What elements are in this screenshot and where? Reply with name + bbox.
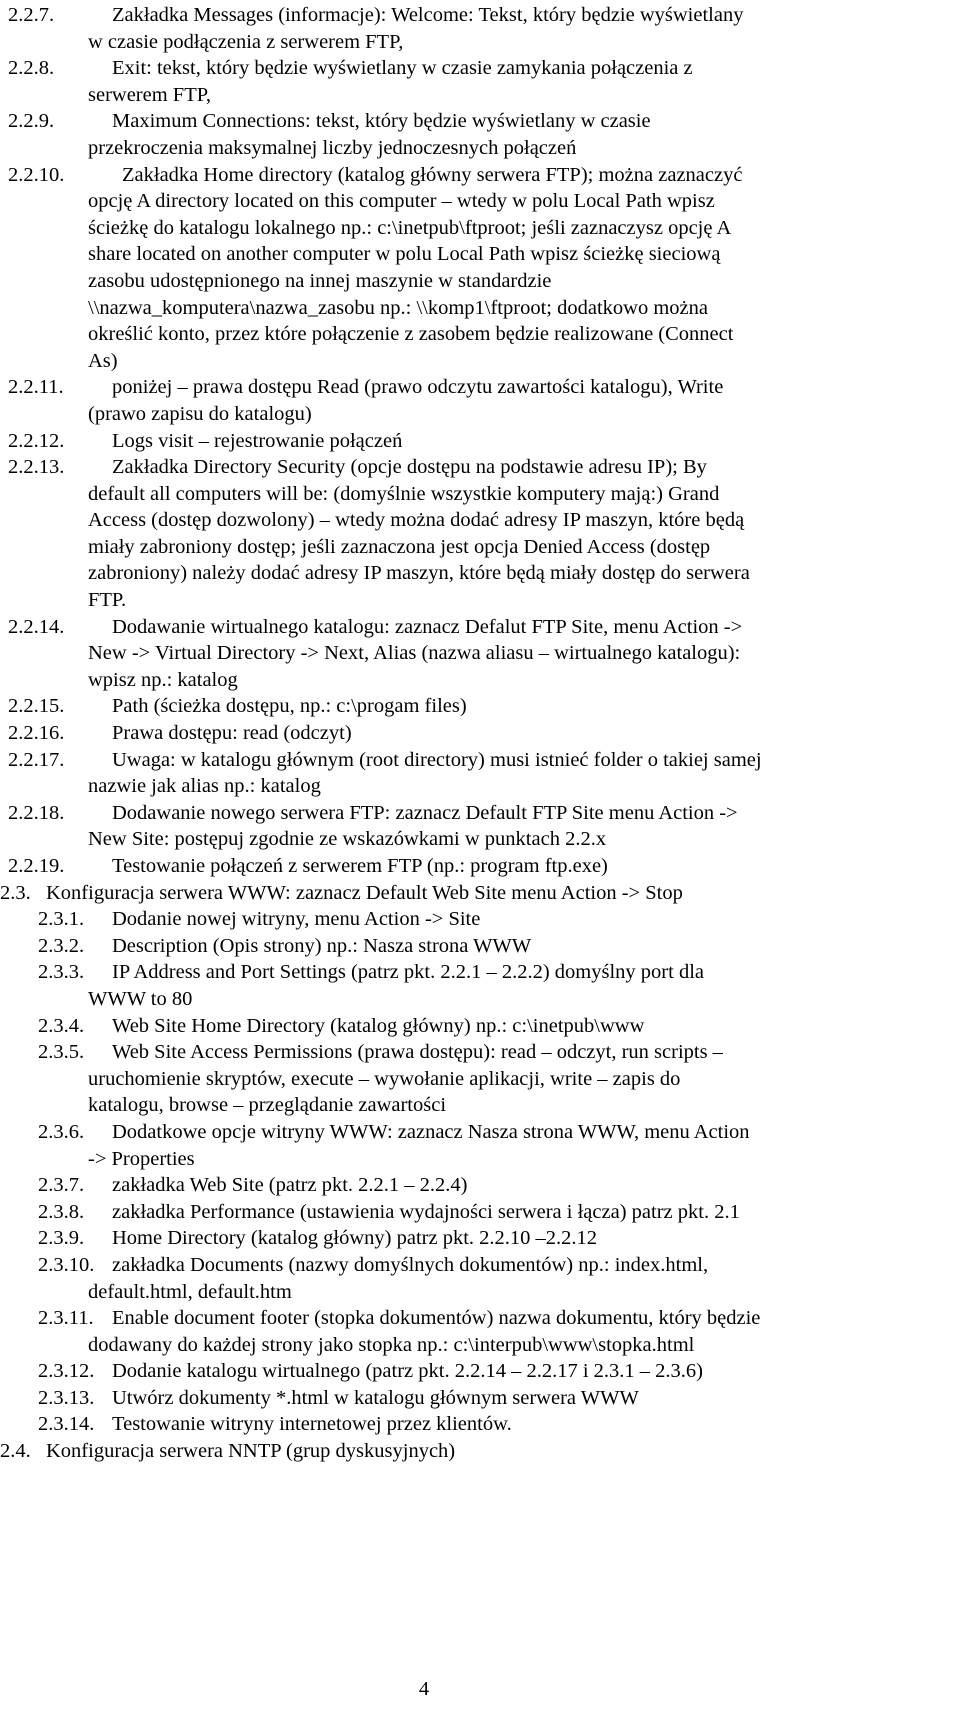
line-text: zakładka Documents (nazwy domyślnych dokumentów) np.: index.html,	[112, 1253, 709, 1276]
section-number: 2.2.14.	[8, 615, 65, 638]
text-line	[0, 1305, 960, 1332]
text-line	[0, 747, 960, 774]
text-line	[0, 880, 960, 907]
line-text: Web Site Home Directory (katalog główny) np.: c:\inetpub\www	[112, 1014, 645, 1037]
text-line	[0, 1172, 960, 1199]
text-line	[0, 55, 960, 82]
text-line	[0, 162, 960, 189]
line-text: katalogu, browse – przeglądanie zawartości	[88, 1094, 447, 1117]
text-line	[0, 1438, 960, 1465]
text-line	[0, 1252, 960, 1279]
line-text: przekroczenia maksymalnej liczby jednoczesnych połączeń	[88, 136, 577, 159]
section-number: 2.2.11.	[8, 376, 64, 399]
text-line	[0, 1119, 960, 1146]
line-text: opcję A directory located on this computer – wtedy w polu Local Path wpisz	[88, 190, 715, 213]
text-line	[0, 507, 960, 534]
line-text: (prawo zapisu do katalogu)	[88, 402, 312, 425]
line-text: serwerem FTP,	[88, 83, 211, 106]
line-text: Konfiguracja serwera NNTP (grup dyskusyjnych)	[46, 1440, 456, 1463]
line-text: Konfiguracja serwera WWW: zaznacz Default Web Site menu Action -> Stop	[46, 881, 683, 904]
line-text: zakładka Performance (ustawienia wydajności serwera i łącza) patrz pkt. 2.1	[112, 1200, 740, 1223]
text-line	[0, 800, 960, 827]
text-line	[0, 295, 960, 322]
section-number: 2.3.12.	[38, 1360, 95, 1383]
line-text: Dodanie katalogu wirtualnego (patrz pkt. 2.2.14 – 2.2.17 i 2.3.1 – 2.3.6)	[112, 1360, 703, 1383]
section-number: 2.3.3.	[38, 961, 85, 984]
text-line	[0, 321, 960, 348]
line-text: Maximum Connections: tekst, który będzie wyświetlany w czasie	[112, 110, 651, 133]
text-line	[0, 720, 960, 747]
line-text: Zakładka Home directory (katalog główny serwera FTP); można zaznaczyć	[122, 163, 743, 186]
text-line	[0, 933, 960, 960]
line-text: Web Site Access Permissions (prawa dostępu): read – odczyt, run scripts –	[112, 1041, 723, 1064]
text-line	[0, 534, 960, 561]
text-line	[0, 108, 960, 135]
text-line	[0, 428, 960, 455]
section-number: 2.3.2.	[38, 934, 85, 957]
section-number: 2.2.15.	[8, 695, 65, 718]
line-text: Zakładka Directory Security (opcje dostępu na podstawie adresu IP); By	[112, 456, 707, 479]
text-line	[0, 773, 960, 800]
line-text: Zakładka Messages (informacje): Welcome: Tekst, który będzie wyświetlany	[112, 4, 744, 26]
line-text: Enable document footer (stopka dokumentów) nazwa dokumentu, który będzie	[112, 1307, 761, 1330]
line-text: Utwórz dokumenty *.html w katalogu głównym serwera WWW	[112, 1386, 639, 1409]
text-line	[0, 853, 960, 880]
line-text: New Site: postępuj zgodnie ze wskazówkami w punktach 2.2.x	[88, 828, 607, 851]
text-line	[0, 1146, 960, 1173]
section-number: 2.3.10.	[38, 1253, 95, 1276]
line-text: Testowanie połączeń z serwerem FTP (np.: program ftp.exe)	[112, 855, 608, 877]
text-line	[0, 826, 960, 853]
section-number: 2.3.11.	[38, 1307, 94, 1330]
text-line	[0, 667, 960, 694]
section-number: 2.2.8.	[8, 57, 55, 80]
section-number: 2.4.	[0, 1440, 31, 1463]
section-number: 2.2.18.	[8, 801, 65, 824]
text-line	[0, 268, 960, 295]
line-text: poniżej – prawa dostępu Read (prawo odczytu zawartości katalogu), Write	[112, 376, 724, 399]
text-line	[0, 348, 960, 375]
text-line	[0, 1225, 960, 1252]
page-number: 4	[418, 1678, 430, 1700]
line-text: Prawa dostępu: read (odczyt)	[112, 722, 352, 745]
section-number: 2.3.7.	[38, 1174, 85, 1197]
line-text: dodawany do każdej strony jako stopka np.: c:\interpub\www\stopka.html	[88, 1333, 695, 1356]
text-line	[0, 82, 960, 109]
text-line	[0, 1092, 960, 1119]
line-text: As)	[88, 349, 118, 372]
line-text: default.html, default.htm	[88, 1280, 292, 1303]
section-number: 2.2.19.	[8, 855, 65, 877]
text-line	[0, 215, 960, 242]
line-text: Dodawanie wirtualnego katalogu: zaznacz Defalut FTP Site, menu Action ->	[112, 615, 743, 638]
line-text: \\nazwa_komputera\nazwa_zasobu np.: \\komp1\ftproot; dodatkowo można	[88, 296, 708, 319]
line-text: miały zabroniony dostęp; jeśli zaznaczona jest opcja Denied Access (dostęp	[88, 535, 711, 558]
text-line	[0, 1066, 960, 1093]
section-number: 2.3.4.	[38, 1014, 85, 1037]
section-number: 2.3.14.	[38, 1413, 95, 1436]
section-number: 2.3.6.	[38, 1120, 85, 1143]
text-line	[0, 241, 960, 268]
text-line	[0, 1039, 960, 1066]
section-number: 2.2.7.	[8, 4, 55, 26]
text-line	[0, 560, 960, 587]
text-line	[0, 1332, 960, 1359]
line-text: Dodanie nowej witryny, menu Action -> Site	[112, 908, 481, 931]
text-line	[0, 693, 960, 720]
line-text: wpisz np.: katalog	[88, 668, 238, 691]
line-text: zakładka Web Site (patrz pkt. 2.2.1 – 2.2.4)	[112, 1174, 468, 1197]
line-text: uruchomienie skryptów, execute – wywołanie aplikacji, write – zapis do	[88, 1067, 681, 1090]
section-number: 2.2.17.	[8, 748, 65, 771]
text-line	[0, 1411, 960, 1438]
text-line	[0, 1358, 960, 1385]
section-number: 2.3.8.	[38, 1200, 85, 1223]
line-text: share located on another computer w polu Local Path wpisz ścieżkę sieciową	[88, 243, 721, 266]
text-line	[0, 1199, 960, 1226]
line-text: Dodawanie nowego serwera FTP: zaznacz Default FTP Site menu Action ->	[112, 801, 738, 824]
document-body	[0, 2, 960, 1465]
line-text: Logs visit – rejestrowanie połączeń	[112, 429, 403, 452]
text-line	[0, 906, 960, 933]
line-text: WWW to 80	[88, 987, 193, 1010]
text-line	[0, 29, 960, 56]
text-line	[0, 135, 960, 162]
text-line	[0, 1279, 960, 1306]
line-text: Access (dostęp dozwolony) – wtedy można dodać adresy IP maszyn, które będą	[88, 509, 745, 532]
text-line	[0, 401, 960, 428]
section-number: 2.3.5.	[38, 1041, 85, 1064]
section-number: 2.2.10.	[8, 163, 65, 186]
line-text: określić konto, przez które połączenie z zasobem będzie realizowane (Connect	[88, 323, 734, 346]
line-text: nazwie jak alias np.: katalog	[88, 775, 321, 798]
line-text: zabroniony) należy dodać adresy IP maszyn, które będą miały dostęp do serwera	[88, 562, 750, 585]
line-text: w czasie podłączenia z serwerem FTP,	[88, 30, 404, 53]
section-number: 2.2.9.	[8, 110, 55, 133]
line-text: Description (Opis strony) np.: Nasza strona WWW	[112, 934, 532, 957]
line-text: Testowanie witryny internetowej przez klientów.	[112, 1413, 512, 1436]
section-number: 2.3.13.	[38, 1386, 95, 1409]
line-text: Uwaga: w katalogu głównym (root directory) musi istnieć folder o takiej samej	[112, 748, 762, 771]
section-number: 2.3.9.	[38, 1227, 85, 1250]
line-text: FTP.	[88, 589, 127, 612]
text-line	[0, 614, 960, 641]
section-number: 2.2.16.	[8, 722, 65, 745]
text-line	[0, 587, 960, 614]
line-text: zasobu udostępnionego na innej maszynie w standardzie	[88, 269, 552, 292]
section-number: 2.2.12.	[8, 429, 65, 452]
text-line	[0, 2, 960, 29]
line-text: Dodatkowe opcje witryny WWW: zaznacz Nasza strona WWW, menu Action	[112, 1120, 750, 1143]
section-number: 2.2.13.	[8, 456, 65, 479]
text-line	[0, 986, 960, 1013]
text-line	[0, 959, 960, 986]
section-number: 2.3.	[0, 881, 31, 904]
section-number: 2.3.1.	[38, 908, 85, 931]
text-line	[0, 188, 960, 215]
line-text: Home Directory (katalog główny) patrz pkt. 2.2.10 –2.2.12	[112, 1227, 598, 1250]
text-line	[0, 1013, 960, 1040]
text-line	[0, 374, 960, 401]
line-text: default all computers will be: (domyślnie wszystkie komputery mają:) Grand	[88, 482, 720, 505]
text-line	[0, 1385, 960, 1412]
line-text: -> Properties	[88, 1147, 195, 1170]
line-text: ścieżkę do katalogu lokalnego np.: c:\inetpub\ftproot; jeśli zaznaczysz opcję A	[88, 216, 732, 239]
line-text: Exit: tekst, który będzie wyświetlany w czasie zamykania połączenia z	[112, 57, 693, 80]
line-text: IP Address and Port Settings (patrz pkt. 2.2.1 – 2.2.2) domyślny port dla	[112, 961, 704, 984]
text-line	[0, 640, 960, 667]
text-line	[0, 454, 960, 481]
text-line	[0, 481, 960, 508]
line-text: Path (ścieżka dostępu, np.: c:\progam files)	[112, 695, 467, 718]
line-text: New -> Virtual Directory -> Next, Alias (nazwa aliasu – wirtualnego katalogu):	[88, 642, 741, 665]
